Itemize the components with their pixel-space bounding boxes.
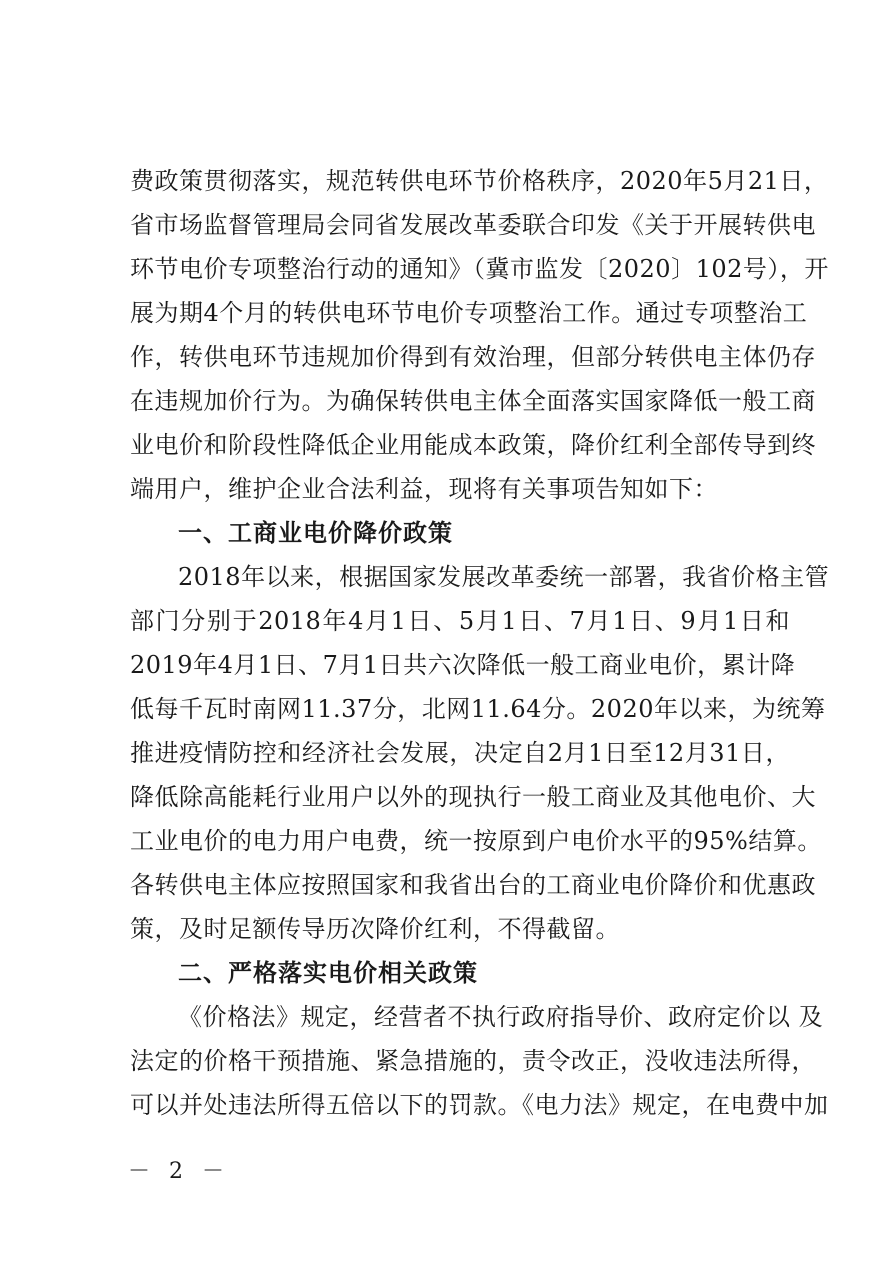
section1-heading: 一、工商业电价降价政策 xyxy=(178,519,453,547)
intro-line-3: 环节电价专项整治行动的通知》（冀市监发〔2020〕102号），开 xyxy=(130,255,829,283)
section1-line-4: 低每千瓦时南网11.37分，北网11.64分。2020年以来，为统筹 xyxy=(130,695,826,723)
section1-line-6: 降低除高能耗行业用户以外的现执行一般工商业及其他电价、大 xyxy=(130,783,816,811)
section1-line-8: 各转供电主体应按照国家和我省出台的工商业电价降价和优惠政 xyxy=(130,871,816,899)
section2-line-2: 法定的价格干预措施、紧急措施的，责令改正，没收违法所得， xyxy=(130,1047,816,1075)
intro-line-8: 端用户，维护企业合法利益，现将有关事项告知如下： xyxy=(130,475,718,503)
intro-line-6: 在违规加价行为。为确保转供电主体全面落实国家降低一般工商 xyxy=(130,387,816,415)
section2-heading: 二、严格落实电价相关政策 xyxy=(178,959,478,987)
section1-line-1: 2018年以来，根据国家发展改革委统一部署，我省价格主管 xyxy=(178,563,830,591)
section1-line-7: 工业电价的电力用户电费，统一按原到户电价水平的95%结算。 xyxy=(130,827,822,855)
intro-line-1: 费政策贯彻落实，规范转供电环节价格秩序，2020年5月21日， xyxy=(130,167,829,195)
intro-line-4: 展为期4个月的转供电环节电价专项整治工作。通过专项整治工 xyxy=(130,299,808,327)
intro-line-2: 省市场监督管理局会同省发展改革委联合印发《关于开展转供电 xyxy=(130,211,816,239)
section1-line-3: 2019年4月1日、7月1日共六次降低一般工商业电价，累计降 xyxy=(130,651,796,679)
section1-line-2: 部门分别于2018年4月1日、5月1日、7月1日、9月1日和 xyxy=(130,607,790,635)
intro-line-5: 作，转供电环节违规加价得到有效治理，但部分转供电主体仍存 xyxy=(130,343,816,371)
section1-line-5: 推进疫情防控和经济社会发展，决定自2月1日至12月31日， xyxy=(130,739,790,767)
section2-line-1: 《价格法》规定，经营者不执行政府指导价、政府定价以 及 xyxy=(178,1003,824,1031)
page-number: － 2 － xyxy=(128,1159,230,1184)
intro-line-7: 业电价和阶段性降低企业用能成本政策，降价红利全部传导到终 xyxy=(130,431,816,459)
section2-line-3: 可以并处违法所得五倍以下的罚款。《电力法》规定，在电费中加 xyxy=(130,1091,829,1119)
section1-line-9: 策，及时足额传导历次降价红利，不得截留。 xyxy=(130,915,620,943)
